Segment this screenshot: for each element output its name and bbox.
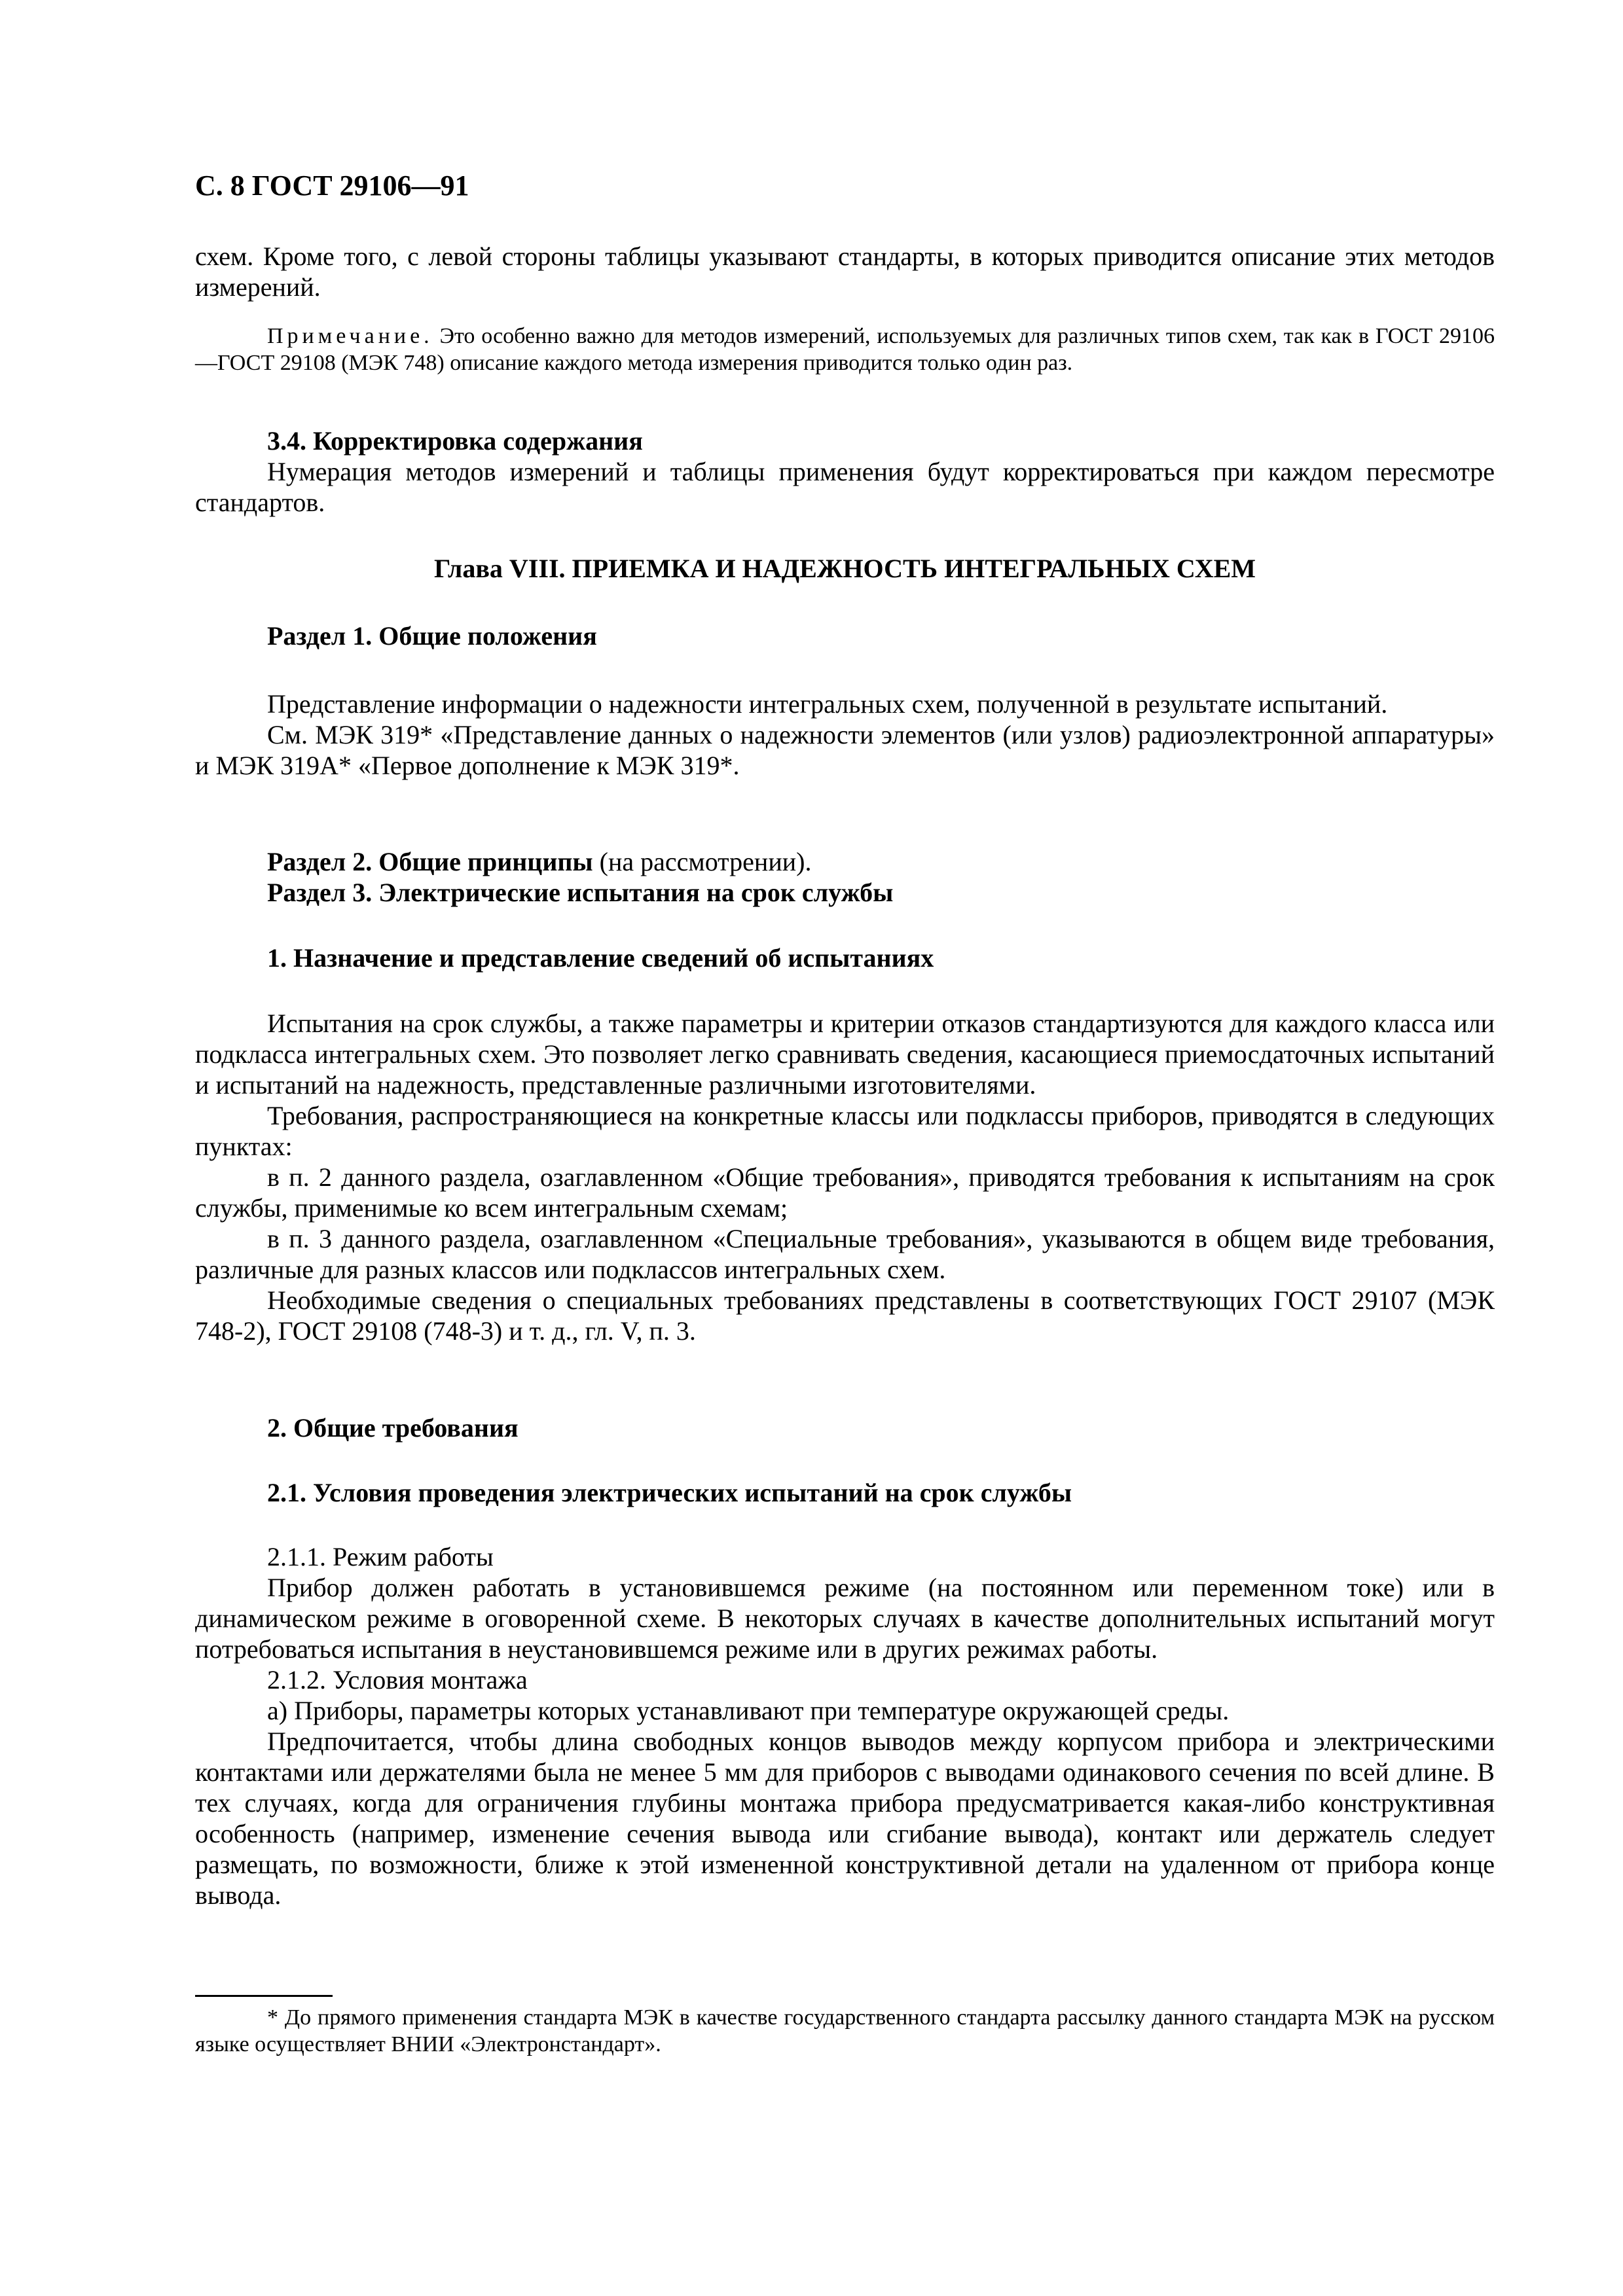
- section-1-paragraph-b: См. МЭК 319* «Представление данных о надежности элементов (или узлов) радиоэлектронной аппаратуры» и МЭК 319А* «Первое дополнение к МЭК 319*.: [195, 720, 1495, 780]
- section-3-title: Раздел 3. Электрические испытания на срок службы: [267, 878, 894, 907]
- paragraph-1-e: Необходимые сведения о специальных требованиях представлены в соответствующих ГОСТ 29107 (МЭК 748-2), ГОСТ 29108 (748-3) и т. д., гл. V, п. 3.: [195, 1285, 1495, 1346]
- note-block: [195, 323, 1495, 376]
- paragraph-1-b: Требования, распространяющиеся на конкретные классы или подклассы приборов, приводятся в следующих пунктах:: [195, 1101, 1495, 1161]
- section-2-title-line: [195, 846, 1567, 877]
- intro-paragraph: [195, 241, 1495, 302]
- intro-text: схем. Кроме того, с левой стороны таблицы указывают стандарты, в которых приводится описание этих методов измерений.: [195, 242, 1495, 302]
- page-header: С. 8 ГОСТ 29106—91: [195, 170, 469, 202]
- paragraph-2-1-1: Прибор должен работать в установившемся режиме (на постоянном или переменном токе) или в динамическом режиме в оговоренной схеме. В некоторых случаях в качестве дополнительных испытаний могут потребоваться испытания в неустановившемся режиме или в других режимах работы.: [195, 1573, 1495, 1664]
- section-3-4: [195, 425, 1495, 518]
- chapter-title: Глава VIII. ПРИЕМКА И НАДЕЖНОСТЬ ИНТЕГРАЛЬНЫХ СХЕМ: [433, 554, 1256, 583]
- section-1-title: Раздел 1. Общие положения: [267, 621, 597, 651]
- note-label: Примечание.: [267, 324, 433, 348]
- heading-3-4: 3.4. Корректировка содержания: [267, 426, 643, 456]
- section-2-1-content: [195, 1541, 1495, 1910]
- section-2-title: Раздел 2. Общие принципы: [267, 847, 593, 876]
- section-1-paragraph-a: Представление информации о надежности интегральных схем, полученной в результате испытаний.: [267, 689, 1388, 719]
- note-text: Это особенно важно для методов измерений, используемых для различных типов схем, так как в ГОСТ 29106—ГОСТ 29108 (МЭК 748) описание каждого метода измерения приводится только один раз.: [195, 324, 1495, 375]
- paragraph-1-d: в п. 3 данного раздела, озаглавленном «Специальные требования», указываются в общем виде требования, различные для разных классов или подклассов интегральных схем.: [195, 1224, 1495, 1284]
- heading-1: 1. Назначение и представление сведений об испытаниях: [267, 943, 934, 973]
- heading-2-1-2: 2.1.2. Условия монтажа: [267, 1665, 528, 1695]
- heading-2-1-1: 2.1.1. Режим работы: [267, 1542, 494, 1571]
- section-1-body: [195, 689, 1495, 781]
- section-2-note: (на рассмотрении).: [593, 847, 812, 876]
- footnote-divider: [195, 1995, 333, 1997]
- footnote: * До прямого применения стандарта МЭК в качестве государственного стандарта рассылку данного стандарта МЭК на русском языке осуществляет ВНИИ «Электронстандарт».: [195, 2005, 1495, 2056]
- paragraph-1-a: Испытания на срок службы, а также параметры и критерии отказов стандартизуются для каждого класса или подкласса интегральных схем. Это позволяет легко сравнивать сведения, касающиеся приемосдаточных испытаний и испытаний на надежность, представленные различными изготовителями.: [195, 1009, 1495, 1100]
- paragraph-1-c: в п. 2 данного раздела, озаглавленном «Общие требования», приводятся требования к испытаниям на срок службы, применимые ко всем интегральным схемам;: [195, 1162, 1495, 1223]
- paragraph-3-4: Нумерация методов измерений и таблицы применения будут корректироваться при каждом пересмотре стандартов.: [195, 457, 1495, 517]
- heading-2-1: 2.1. Условия проведения электрических испытаний на срок службы: [267, 1478, 1072, 1507]
- paragraph-2-1-2-b: Предпочитается, чтобы длина свободных концов выводов между корпусом прибора и электрическими контактами или держателями была не менее 5 мм для приборов с выводами одинакового сечения по всей длине. В тех случаях, когда для ограничения глубины монтажа прибора предусматривается какая-либо конструктивная особенность (например, изменение сечения вывода или сгибание вывода), контакт или держатель следует размещать, по возможности, ближе к этой измененной конструктивной детали на удаленном от прибора конце вывода.: [195, 1727, 1495, 1910]
- section-1-content: [195, 1008, 1495, 1346]
- heading-2: 2. Общие требования: [267, 1413, 519, 1443]
- paragraph-2-1-2-a: а) Приборы, параметры которых устанавливают при температуре окружающей среды.: [267, 1696, 1230, 1725]
